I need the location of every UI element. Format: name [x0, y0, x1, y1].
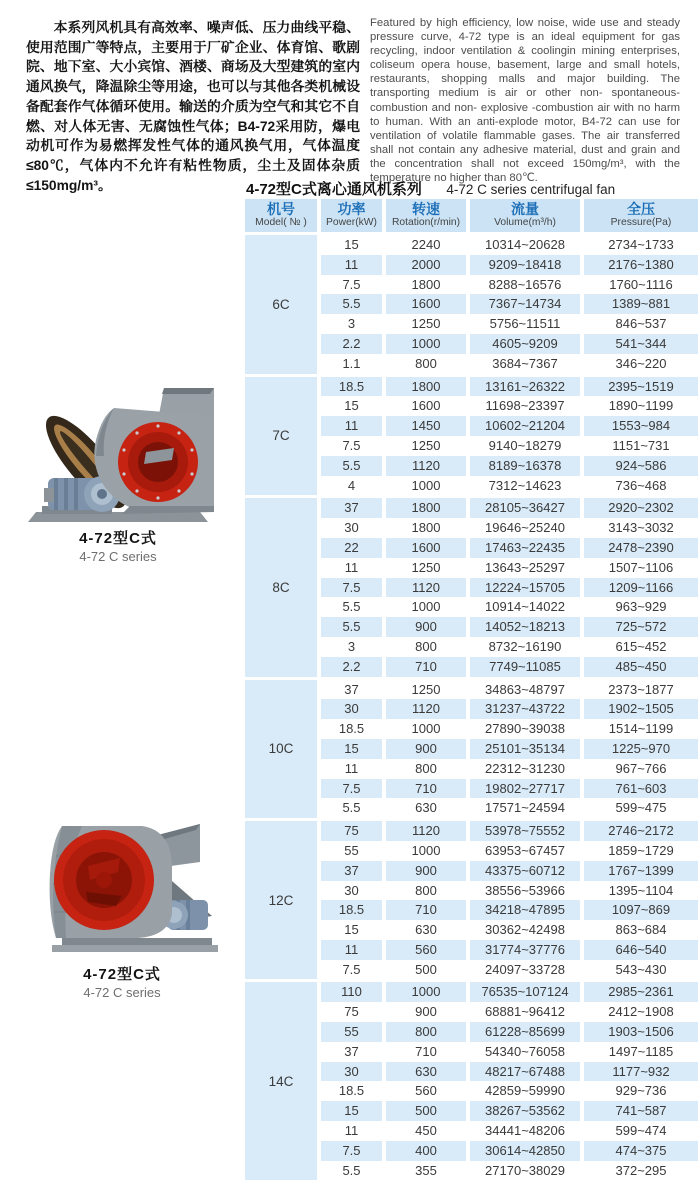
table-cell: 1890~1199	[584, 396, 698, 416]
table-cell: 500	[386, 960, 466, 980]
table-cell: 1553~984	[584, 416, 698, 436]
table-cell: 2734~1733	[584, 235, 698, 255]
product-caption-en: 4-72 C series	[83, 985, 161, 1000]
table-cell: 1250	[386, 314, 466, 334]
table-cell: 560	[386, 1081, 466, 1101]
table-cell: 1000	[386, 334, 466, 354]
table-cell: 1800	[386, 498, 466, 518]
table-cell: 963~929	[584, 597, 698, 617]
table-cell: 8732~16190	[470, 637, 580, 657]
table-cell: 7.5	[321, 436, 382, 456]
table-cell: 30362~42498	[470, 920, 580, 940]
table-cell: 7.5	[321, 275, 382, 295]
product-caption-cn: 4-72型C式	[83, 966, 161, 983]
table-cell: 27170~38029	[470, 1161, 580, 1181]
table-cell: 8189~16378	[470, 456, 580, 476]
table-cell: 2240	[386, 235, 466, 255]
model-label: 10C	[245, 680, 317, 819]
table-cell: 2000	[386, 255, 466, 275]
table-cell: 1000	[386, 597, 466, 617]
table-cell: 630	[386, 1062, 466, 1082]
model-label: 6C	[245, 235, 317, 374]
table-cell: 1903~1506	[584, 1022, 698, 1042]
table-cell: 38556~53966	[470, 881, 580, 901]
table-cell: 474~375	[584, 1141, 698, 1161]
table-cell: 2985~2361	[584, 982, 698, 1002]
table-cell: 967~766	[584, 759, 698, 779]
table-cell: 53978~75552	[470, 821, 580, 841]
model-group-14C	[245, 982, 698, 1180]
fan-photo-direct-drive	[22, 812, 222, 960]
table-cell: 5.5	[321, 597, 382, 617]
table-cell: 48217~67488	[470, 1062, 580, 1082]
product-block-top	[14, 386, 222, 564]
model-label: 12C	[245, 821, 317, 979]
table-cell: 863~684	[584, 920, 698, 940]
header-power	[321, 199, 382, 232]
table-cell: 1859~1729	[584, 841, 698, 861]
table-cell: 37	[321, 680, 382, 700]
table-cell: 599~475	[584, 798, 698, 818]
table-cell: 761~603	[584, 779, 698, 799]
table-cell: 3	[321, 314, 382, 334]
intro-paragraph-chinese: 本系列风机具有高效率、噪声低、压力曲线平稳、使用范围广等特点，主要用于厂矿企业、体育馆、歌剧院、地下室、大小宾馆、酒楼、商场及大型建筑的室内通风换气，降温除尘等用途，也可以与其他各类机械设备配套作气体循环使用。输送的介质为空气和其它不自燃、对人体无害、无腐蚀性气体；B4-72采用防，爆电动机可作为易燃挥发性气体的通风换气用，气体温度≤80℃，气体内不允许有粘性物质，尘土及固体杂质≤150mg/m³。	[26, 20, 360, 193]
table-cell: 725~572	[584, 617, 698, 637]
table-cell: 15	[321, 235, 382, 255]
table-cell: 900	[386, 617, 466, 637]
table-cell: 1120	[386, 699, 466, 719]
table-cell: 541~344	[584, 334, 698, 354]
model-group-12C	[245, 821, 698, 979]
table-cell: 7.5	[321, 960, 382, 980]
table-cell: 900	[386, 861, 466, 881]
table-cell: 924~586	[584, 456, 698, 476]
table-cell: 4605~9209	[470, 334, 580, 354]
table-cell: 10314~20628	[470, 235, 580, 255]
table-cell: 18.5	[321, 719, 382, 739]
table-cell: 4	[321, 476, 382, 496]
table-cell: 42859~59990	[470, 1081, 580, 1101]
intro-paragraph-english: Featured by high efficiency, low noise, wide use and steady pressure curve, 4-72 type is an ideal equipment for gas recycling, indoor ventilation & coolingin mining enterprises, coliseum opera house, basement, large and small hotels, restaurants, shopping malls and major building. The transporting medium is air or other non- spontaneous-combustion and non- explosive -combustion air with no harm to human. With an anti-explode motor, B4-72 can use for ventilation of volatile flammable gases. The air transferred shall not contain any adhesive material, dust and grain and the concentration shall not exceed 150mg/m³, with the temperature no higher than 80℃.	[370, 17, 680, 185]
table-cell: 37	[321, 1042, 382, 1062]
table-cell: 5.5	[321, 294, 382, 314]
table-cell: 630	[386, 920, 466, 940]
table-cell: 11698~23397	[470, 396, 580, 416]
table-cell: 30	[321, 1062, 382, 1082]
table-cell: 5756~11511	[470, 314, 580, 334]
table-cell: 615~452	[584, 637, 698, 657]
table-cell: 1600	[386, 396, 466, 416]
table-cell: 1902~1505	[584, 699, 698, 719]
table-cell: 11	[321, 940, 382, 960]
model-group-6C	[245, 235, 698, 374]
table-cell: 800	[386, 1022, 466, 1042]
table-cell: 710	[386, 779, 466, 799]
table-cell: 55	[321, 841, 382, 861]
table-cell: 31237~43722	[470, 699, 580, 719]
table-cell: 15	[321, 920, 382, 940]
table-cell: 75	[321, 1002, 382, 1022]
header-pressure-cn: 全压	[627, 201, 655, 217]
table-title-english: 4-72 C series centrifugal fan	[446, 182, 616, 197]
header-pressure	[584, 199, 698, 232]
table-cell: 2412~1908	[584, 1002, 698, 1022]
table-title-chinese: 4-72型C式离心通风机系列	[246, 181, 422, 198]
header-power-en: Power(kW)	[326, 217, 377, 228]
table-cell: 1000	[386, 476, 466, 496]
table-cell: 30	[321, 518, 382, 538]
table-cell: 11	[321, 558, 382, 578]
header-rotation-en: Rotation(r/min)	[391, 217, 461, 228]
table-cell: 1800	[386, 518, 466, 538]
table-cell: 1225~970	[584, 739, 698, 759]
table-cell: 710	[386, 657, 466, 677]
header-volume	[470, 199, 580, 232]
table-cell: 7749~11085	[470, 657, 580, 677]
table-cell: 14052~18213	[470, 617, 580, 637]
table-cell: 1760~1116	[584, 275, 698, 295]
model-group-7C	[245, 377, 698, 496]
table-header-row	[245, 199, 698, 232]
table-cell: 30	[321, 881, 382, 901]
table-cell: 646~540	[584, 940, 698, 960]
table-cell: 11	[321, 759, 382, 779]
table-cell: 1250	[386, 558, 466, 578]
table-cell: 485~450	[584, 657, 698, 677]
table-cell: 37	[321, 861, 382, 881]
model-group-8C	[245, 498, 698, 676]
table-cell: 2478~2390	[584, 538, 698, 558]
table-cell: 18.5	[321, 1081, 382, 1101]
table-cell: 1507~1106	[584, 558, 698, 578]
table-cell: 7312~14623	[470, 476, 580, 496]
header-model	[245, 199, 317, 232]
table-cell: 19646~25240	[470, 518, 580, 538]
header-rotation-cn: 转速	[412, 201, 440, 217]
table-cell: 55	[321, 1022, 382, 1042]
table-cell: 400	[386, 1141, 466, 1161]
table-cell: 1767~1399	[584, 861, 698, 881]
table-cell: 10914~14022	[470, 597, 580, 617]
fan-spec-table	[245, 199, 698, 1180]
table-cell: 1395~1104	[584, 881, 698, 901]
table-cell: 560	[386, 940, 466, 960]
table-cell: 800	[386, 759, 466, 779]
model-group-10C	[245, 680, 698, 819]
table-cell: 18.5	[321, 377, 382, 397]
table-cell: 355	[386, 1161, 466, 1181]
header-model-cn: 机号	[267, 201, 295, 217]
table-cell: 11	[321, 255, 382, 275]
table-cell: 37	[321, 498, 382, 518]
table-cell: 2.2	[321, 334, 382, 354]
table-cell: 1177~932	[584, 1062, 698, 1082]
header-model-en: Model( № )	[255, 217, 307, 228]
table-cell: 630	[386, 798, 466, 818]
table-cell: 3	[321, 637, 382, 657]
model-label: 14C	[245, 982, 317, 1180]
table-cell: 38267~53562	[470, 1101, 580, 1121]
table-cell: 31774~37776	[470, 940, 580, 960]
model-label: 7C	[245, 377, 317, 496]
table-cell: 1000	[386, 719, 466, 739]
table-cell: 2746~2172	[584, 821, 698, 841]
table-cell: 1514~1199	[584, 719, 698, 739]
table-cell: 599~474	[584, 1121, 698, 1141]
table-cell: 736~468	[584, 476, 698, 496]
table-cell: 61228~85699	[470, 1022, 580, 1042]
table-cell: 8288~16576	[470, 275, 580, 295]
table-cell: 7.5	[321, 578, 382, 598]
header-volume-cn: 流量	[511, 201, 539, 217]
table-cell: 63953~67457	[470, 841, 580, 861]
table-cell: 800	[386, 881, 466, 901]
table-cell: 19802~27717	[470, 779, 580, 799]
table-cell: 1151~731	[584, 436, 698, 456]
table-cell: 5.5	[321, 456, 382, 476]
table-cell: 1120	[386, 456, 466, 476]
table-cell: 9140~18279	[470, 436, 580, 456]
table-cell: 3684~7367	[470, 354, 580, 374]
table-cell: 17571~24594	[470, 798, 580, 818]
table-cell: 800	[386, 354, 466, 374]
table-cell: 54340~76058	[470, 1042, 580, 1062]
table-cell: 2.2	[321, 657, 382, 677]
table-cell: 1800	[386, 275, 466, 295]
table-cell: 800	[386, 637, 466, 657]
table-cell: 7.5	[321, 1141, 382, 1161]
table-cell: 929~736	[584, 1081, 698, 1101]
table-cell: 15	[321, 739, 382, 759]
table-cell: 1.1	[321, 354, 382, 374]
table-cell: 1250	[386, 436, 466, 456]
product-caption-cn: 4-72型C式	[79, 530, 157, 547]
table-cell: 110	[321, 982, 382, 1002]
table-cell: 741~587	[584, 1101, 698, 1121]
table-cell: 34441~48206	[470, 1121, 580, 1141]
table-cell: 15	[321, 396, 382, 416]
table-cell: 1000	[386, 982, 466, 1002]
table-cell: 1497~1185	[584, 1042, 698, 1062]
table-cell: 450	[386, 1121, 466, 1141]
table-cell: 3143~3032	[584, 518, 698, 538]
table-cell: 2920~2302	[584, 498, 698, 518]
table-title	[246, 178, 615, 199]
fan-photo-belt-drive	[18, 386, 218, 524]
table-cell: 7.5	[321, 779, 382, 799]
table-cell: 34863~48797	[470, 680, 580, 700]
table-cell: 76535~107124	[470, 982, 580, 1002]
table-cell: 75	[321, 821, 382, 841]
table-cell: 25101~35134	[470, 739, 580, 759]
table-cell: 68881~96412	[470, 1002, 580, 1022]
table-cell: 1120	[386, 578, 466, 598]
table-cell: 28105~36427	[470, 498, 580, 518]
table-cell: 34218~47895	[470, 900, 580, 920]
table-cell: 710	[386, 1042, 466, 1062]
table-cell: 10602~21204	[470, 416, 580, 436]
table-cell: 24097~33728	[470, 960, 580, 980]
header-pressure-en: Pressure(Pa)	[610, 217, 672, 228]
table-cell: 1120	[386, 821, 466, 841]
table-cell: 372~295	[584, 1161, 698, 1181]
table-cell: 346~220	[584, 354, 698, 374]
table-cell: 900	[386, 739, 466, 759]
table-cell: 1389~881	[584, 294, 698, 314]
table-cell: 13643~25297	[470, 558, 580, 578]
table-cell: 30	[321, 699, 382, 719]
table-cell: 1600	[386, 294, 466, 314]
table-cell: 17463~22435	[470, 538, 580, 558]
table-cell: 1800	[386, 377, 466, 397]
table-cell: 27890~39038	[470, 719, 580, 739]
header-power-cn: 功率	[337, 201, 366, 217]
header-rotation	[386, 199, 466, 232]
table-cell: 30614~42850	[470, 1141, 580, 1161]
product-block-bottom	[18, 812, 226, 1000]
table-cell: 846~537	[584, 314, 698, 334]
table-cell: 500	[386, 1101, 466, 1121]
model-label: 8C	[245, 498, 317, 676]
table-cell: 2373~1877	[584, 680, 698, 700]
table-cell: 1450	[386, 416, 466, 436]
table-cell: 2395~1519	[584, 377, 698, 397]
table-cell: 1209~1166	[584, 578, 698, 598]
table-cell: 13161~26322	[470, 377, 580, 397]
table-cell: 18.5	[321, 900, 382, 920]
table-cell: 1600	[386, 538, 466, 558]
table-cell: 7367~14734	[470, 294, 580, 314]
table-cell: 9209~18418	[470, 255, 580, 275]
table-cell: 22312~31230	[470, 759, 580, 779]
header-volume-en: Volume(m³/h)	[494, 217, 556, 228]
table-cell: 1250	[386, 680, 466, 700]
table-cell: 43375~60712	[470, 861, 580, 881]
table-cell: 900	[386, 1002, 466, 1022]
table-cell: 1097~869	[584, 900, 698, 920]
table-cell: 2176~1380	[584, 255, 698, 275]
table-body	[245, 235, 698, 1180]
table-cell: 543~430	[584, 960, 698, 980]
table-cell: 15	[321, 1101, 382, 1121]
table-cell: 5.5	[321, 617, 382, 637]
table-cell: 22	[321, 538, 382, 558]
table-cell: 11	[321, 416, 382, 436]
table-cell: 5.5	[321, 1161, 382, 1181]
product-caption-en: 4-72 C series	[79, 549, 157, 564]
table-cell: 710	[386, 900, 466, 920]
table-cell: 12224~15705	[470, 578, 580, 598]
table-cell: 1000	[386, 841, 466, 861]
table-cell: 11	[321, 1121, 382, 1141]
table-cell: 5.5	[321, 798, 382, 818]
